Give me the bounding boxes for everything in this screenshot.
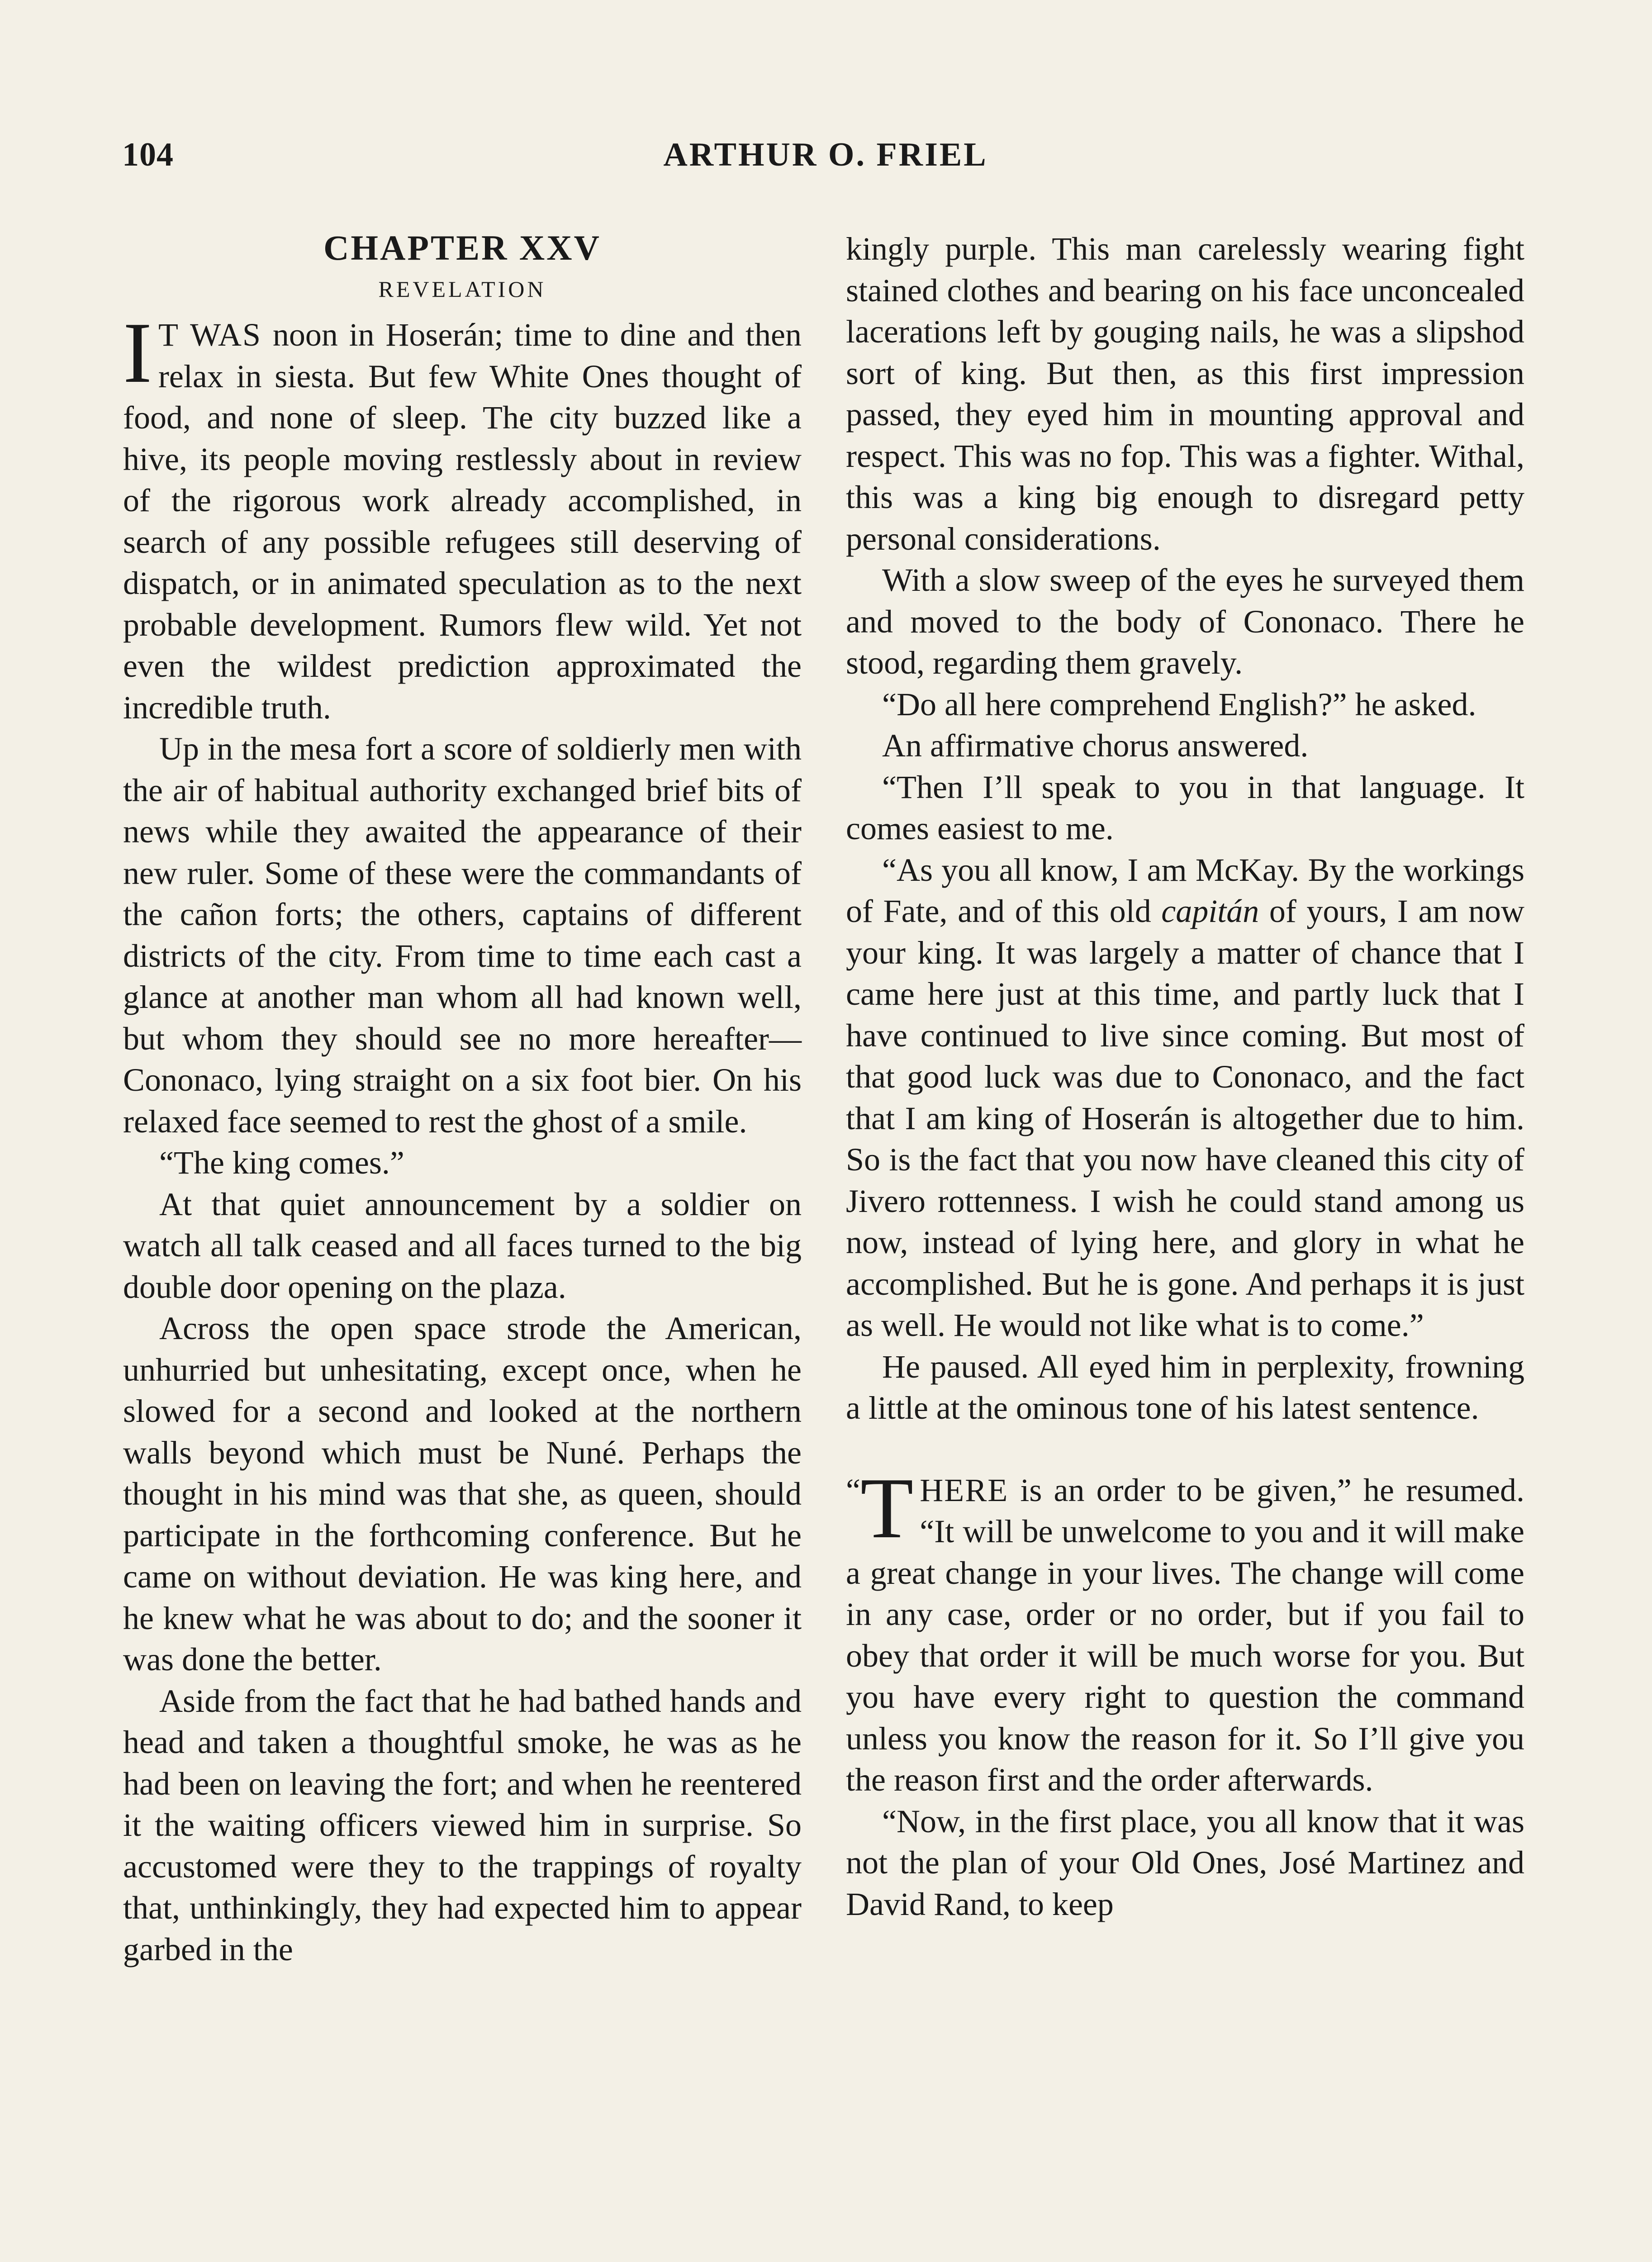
paragraph: “Do all here comprehend English?” he asked. bbox=[882, 686, 1476, 722]
italic-word: capitán bbox=[1161, 893, 1259, 929]
lead-words: HERE bbox=[920, 1472, 1009, 1508]
paragraph bbox=[846, 850, 1524, 1346]
opening-quote: “ bbox=[846, 1472, 860, 1508]
chapter-subtitle: REVELATION bbox=[378, 276, 546, 302]
paragraph: “Then I’ll speak to you in that language. It comes easiest to me. bbox=[846, 769, 1524, 846]
chapter-title: CHAPTER XXV bbox=[323, 228, 601, 267]
paragraph: Across the open space strode the American, unhurried but unhesitating, except once, when he slowed for a second and looked at the northern walls beyond which must be Nuné. Perhaps the thought in his mind was that she, as queen, should participate in the forthcoming conference. But he came on without deviation. He was king here, and he knew what he was about to do; and the sooner it was done the better. bbox=[123, 1310, 802, 1677]
paragraph: At that quiet announcement by a soldier on watch all talk ceased and all faces turned to the big double door opening on the plaza. bbox=[123, 1186, 802, 1305]
paragraph-text: is an order to be given,” he resumed. “It will be unwelcome to you and it will make a great change in your lives. The change will come in any case, order or no order, but if you fail to obey that order it will be much worse for you. But you have every right to question the command unless you know the reason for it. So I’ll give you the reason first and the order afterwards. bbox=[846, 1472, 1524, 1798]
paragraph: With a slow sweep of the eyes he surveyed them and moved to the body of Cononaco. There he stood, regarding them gravely. bbox=[846, 562, 1524, 681]
paragraph: kingly purple. This man carelessly wearing fight stained clothes and bearing on his face unconcealed lacerations left by gouging nails, he was a slipshod sort of king. But then, as this first impression passed, they eyed him in mounting approval and respect. This was no fop. This was a fighter. Withal, this was a king big enough to disregard petty personal considerations. bbox=[846, 231, 1524, 557]
paragraph-text: “As you all know, I am McKay. By the workings of Fate, and of this old bbox=[846, 851, 1524, 929]
paragraph-text: noon in Hoserán; time to dine and then relax in siesta. But few White Ones thought of food, and none of sleep. The city buzzed like a hive, its people moving restlessly about in review of the rigorous work already accomplished, in search of any possible refugees still deserving of dispatch, or in animated speculation as to the next probable development. Rumors flew wild. Yet not even the wildest prediction approximated the incredible truth. bbox=[123, 317, 802, 726]
paragraph: An affirmative chorus answered. bbox=[882, 727, 1309, 764]
section-break bbox=[846, 1429, 1524, 1470]
paragraph: Up in the mesa fort a score of soldierly men with the air of habitual authority exchanged brief bits of news while they awaited the appearance of their new ruler. Some of these were the commandants of the cañon forts; the others, captains of different districts of the city. From time to time each cast a glance at another man whom all had known well, but whom they should see no more hereafter—Cononaco, lying straight on a six foot bier. On his relaxed face seemed to rest the ghost of a smile. bbox=[123, 731, 802, 1140]
right-column bbox=[846, 228, 1524, 1925]
lead-words: T WAS bbox=[158, 317, 262, 353]
running-title: ARTHUR O. FRIEL bbox=[663, 136, 988, 173]
paragraph-text: of yours, I am now your king. It was largely a matter of chance that I came here just at this time, and partly luck that I have continued to live since coming. But most of that good luck was due to Cononaco, and the fact that I am king of Hoserán is altogether due to him. So is the fact that you now have cleaned this city of Jivero rottenness. I wish he could stand among us now, instead of lying here, and glory in what he accomplished. But he is gone. And perhaps it is just as well. He would not like what is to come.” bbox=[846, 893, 1524, 1343]
page-number: 104 bbox=[122, 136, 174, 173]
left-column bbox=[123, 226, 802, 1970]
paragraph: “Now, in the first place, you all know that it was not the plan of your Old Ones, José Martinez and David Rand, to keep bbox=[846, 1803, 1524, 1922]
page-header bbox=[122, 136, 1529, 185]
drop-cap: I bbox=[123, 304, 152, 401]
paragraph: Aside from the fact that he had bathed hands and head and taken a thoughtful smoke, he was as he had been on leaving the fort; and when he reentered it the waiting officers viewed him in surprise. So accustomed were they to the trappings of royalty that, unthinkingly, they had expected him to appear garbed in the bbox=[123, 1682, 802, 1967]
drop-cap: T bbox=[860, 1459, 914, 1556]
paragraph: “The king comes.” bbox=[159, 1145, 404, 1181]
paragraph bbox=[123, 304, 802, 728]
paragraph: He paused. All eyed him in perplexity, frowning a little at the ominous tone of his latest sentence. bbox=[846, 1348, 1524, 1426]
paragraph bbox=[846, 1459, 1524, 1801]
